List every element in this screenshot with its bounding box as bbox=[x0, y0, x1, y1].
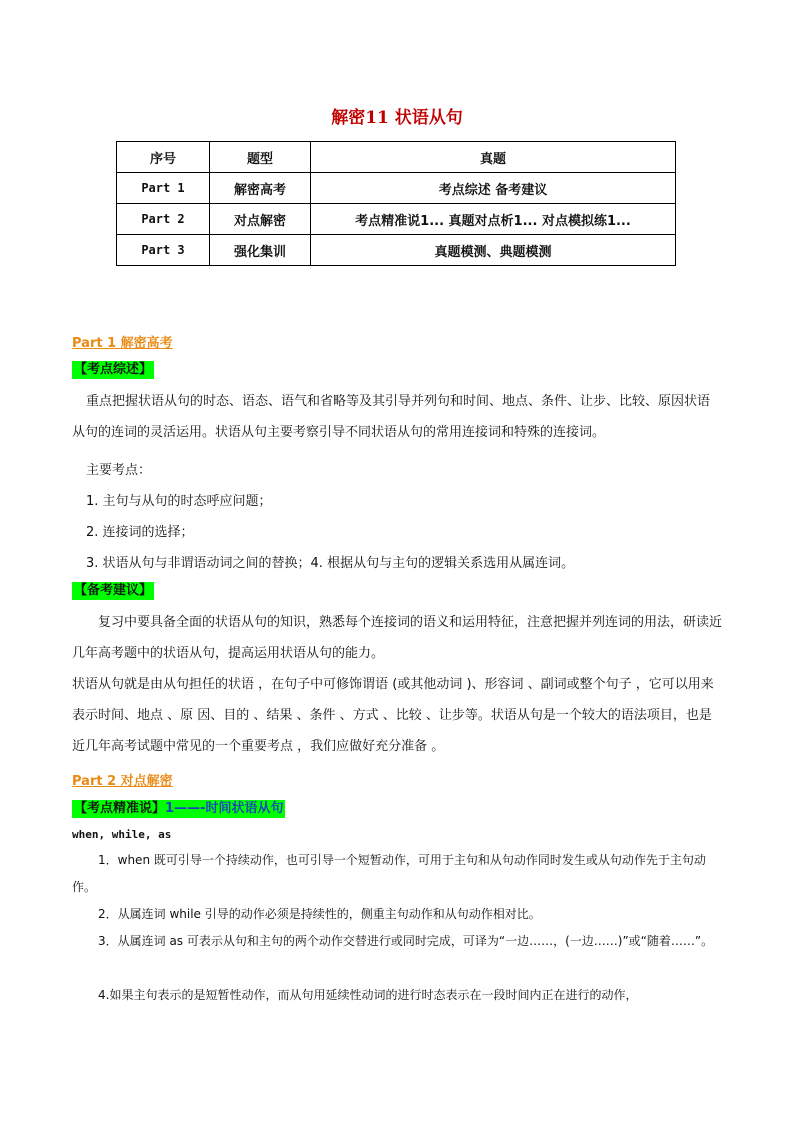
rule-line: 4.如果主句表示的是短暂性动作，而从句用延续性动词的进行时态表示在一段时间内正在进行的动作， bbox=[98, 988, 638, 1002]
precise-tag bbox=[72, 800, 285, 818]
header-type: 题型 bbox=[210, 142, 311, 173]
part1-heading: Part 1 解密高考 bbox=[72, 336, 173, 351]
table-row bbox=[117, 204, 676, 235]
overview-tag: 【考点综述】 bbox=[74, 362, 153, 377]
definition-text: 状语从句就是由从句担任的状语 ，在句子中可修饰谓语 (或其他动词 )、形容词 、副词或整个句子 ，它可以用来表示时间、地点 、原 因、目的 、结果 、条件 、方式 、比较 、让步等。状语从句是一个较大的语法项目，也是近几年高考试题中常见的一个重要考点 ，我们应做好充分准备 。 bbox=[72, 677, 714, 754]
overview-text: 重点把握状语从句的时态、语态、语气和省略等及其引导并列句和时间、地点、条件、让步、比较、原因状语从句的连词的灵活运用。状语从句主要考察引导不同状语从句的常用连接词和特殊的连接词。 bbox=[72, 394, 711, 440]
precise-tag-label: 【考点精准说】 bbox=[74, 801, 166, 816]
point-item: 2. 连接词的选择； bbox=[86, 525, 194, 540]
contents-table bbox=[116, 141, 676, 266]
main-points-label: 主要考点： bbox=[86, 463, 152, 478]
point-item: 1. 主句与从句的时态呼应问题； bbox=[86, 494, 272, 509]
rule-line: 1．when 既可引导一个持续动作，也可引导一个短暂动作，可用于主句和从句动作同时发生或从句动作先于主句动作。 bbox=[72, 853, 706, 894]
advice-text: 复习中要具备全面的状语从句的知识，熟悉每个连接词的语义和运用特征，注意把握并列连词的用法，研读近几年高考题中的状语从句，提高运用状语从句的能力。 bbox=[72, 615, 723, 661]
row-part: Part 2 bbox=[117, 204, 210, 235]
row-type: 对点解密 bbox=[210, 204, 311, 235]
row-part: Part 1 bbox=[117, 173, 210, 204]
table-header-row bbox=[117, 142, 676, 173]
row-type: 强化集训 bbox=[210, 235, 311, 266]
precise-tag-sub: 1——-时间状语从句 bbox=[165, 801, 284, 816]
row-content: 真题模测、典题模测 bbox=[311, 235, 676, 266]
row-part: Part 3 bbox=[117, 235, 210, 266]
header-index: 序号 bbox=[117, 142, 210, 173]
part2-heading: Part 2 对点解密 bbox=[72, 774, 173, 789]
rule-line: 3．从属连词 as 可表示从句和主句的两个动作交替进行或同时完成，可译为“一边……，(一边……)”或“随着……”。 bbox=[98, 934, 714, 948]
table-row bbox=[117, 235, 676, 266]
point-item: 3. 状语从句与非谓语动词之间的替换；4. 根据从句与主句的逻辑关系选用从属连词。 bbox=[86, 556, 575, 571]
conjunction-words: when, while, as bbox=[72, 828, 172, 841]
rule-line: 2．从属连词 while 引导的动作必须是持续性的，侧重主句动作和从句动作相对比。 bbox=[98, 907, 541, 921]
table-row bbox=[117, 173, 676, 204]
header-questions: 真题 bbox=[311, 142, 676, 173]
advice-tag: 【备考建议】 bbox=[74, 583, 153, 598]
row-content: 考点综述 备考建议 bbox=[311, 173, 676, 204]
page-title: 解密11 状语从句 bbox=[331, 108, 463, 128]
row-content: 考点精准说1... 真题对点析1... 对点模拟练1... bbox=[311, 204, 676, 235]
row-type: 解密高考 bbox=[210, 173, 311, 204]
